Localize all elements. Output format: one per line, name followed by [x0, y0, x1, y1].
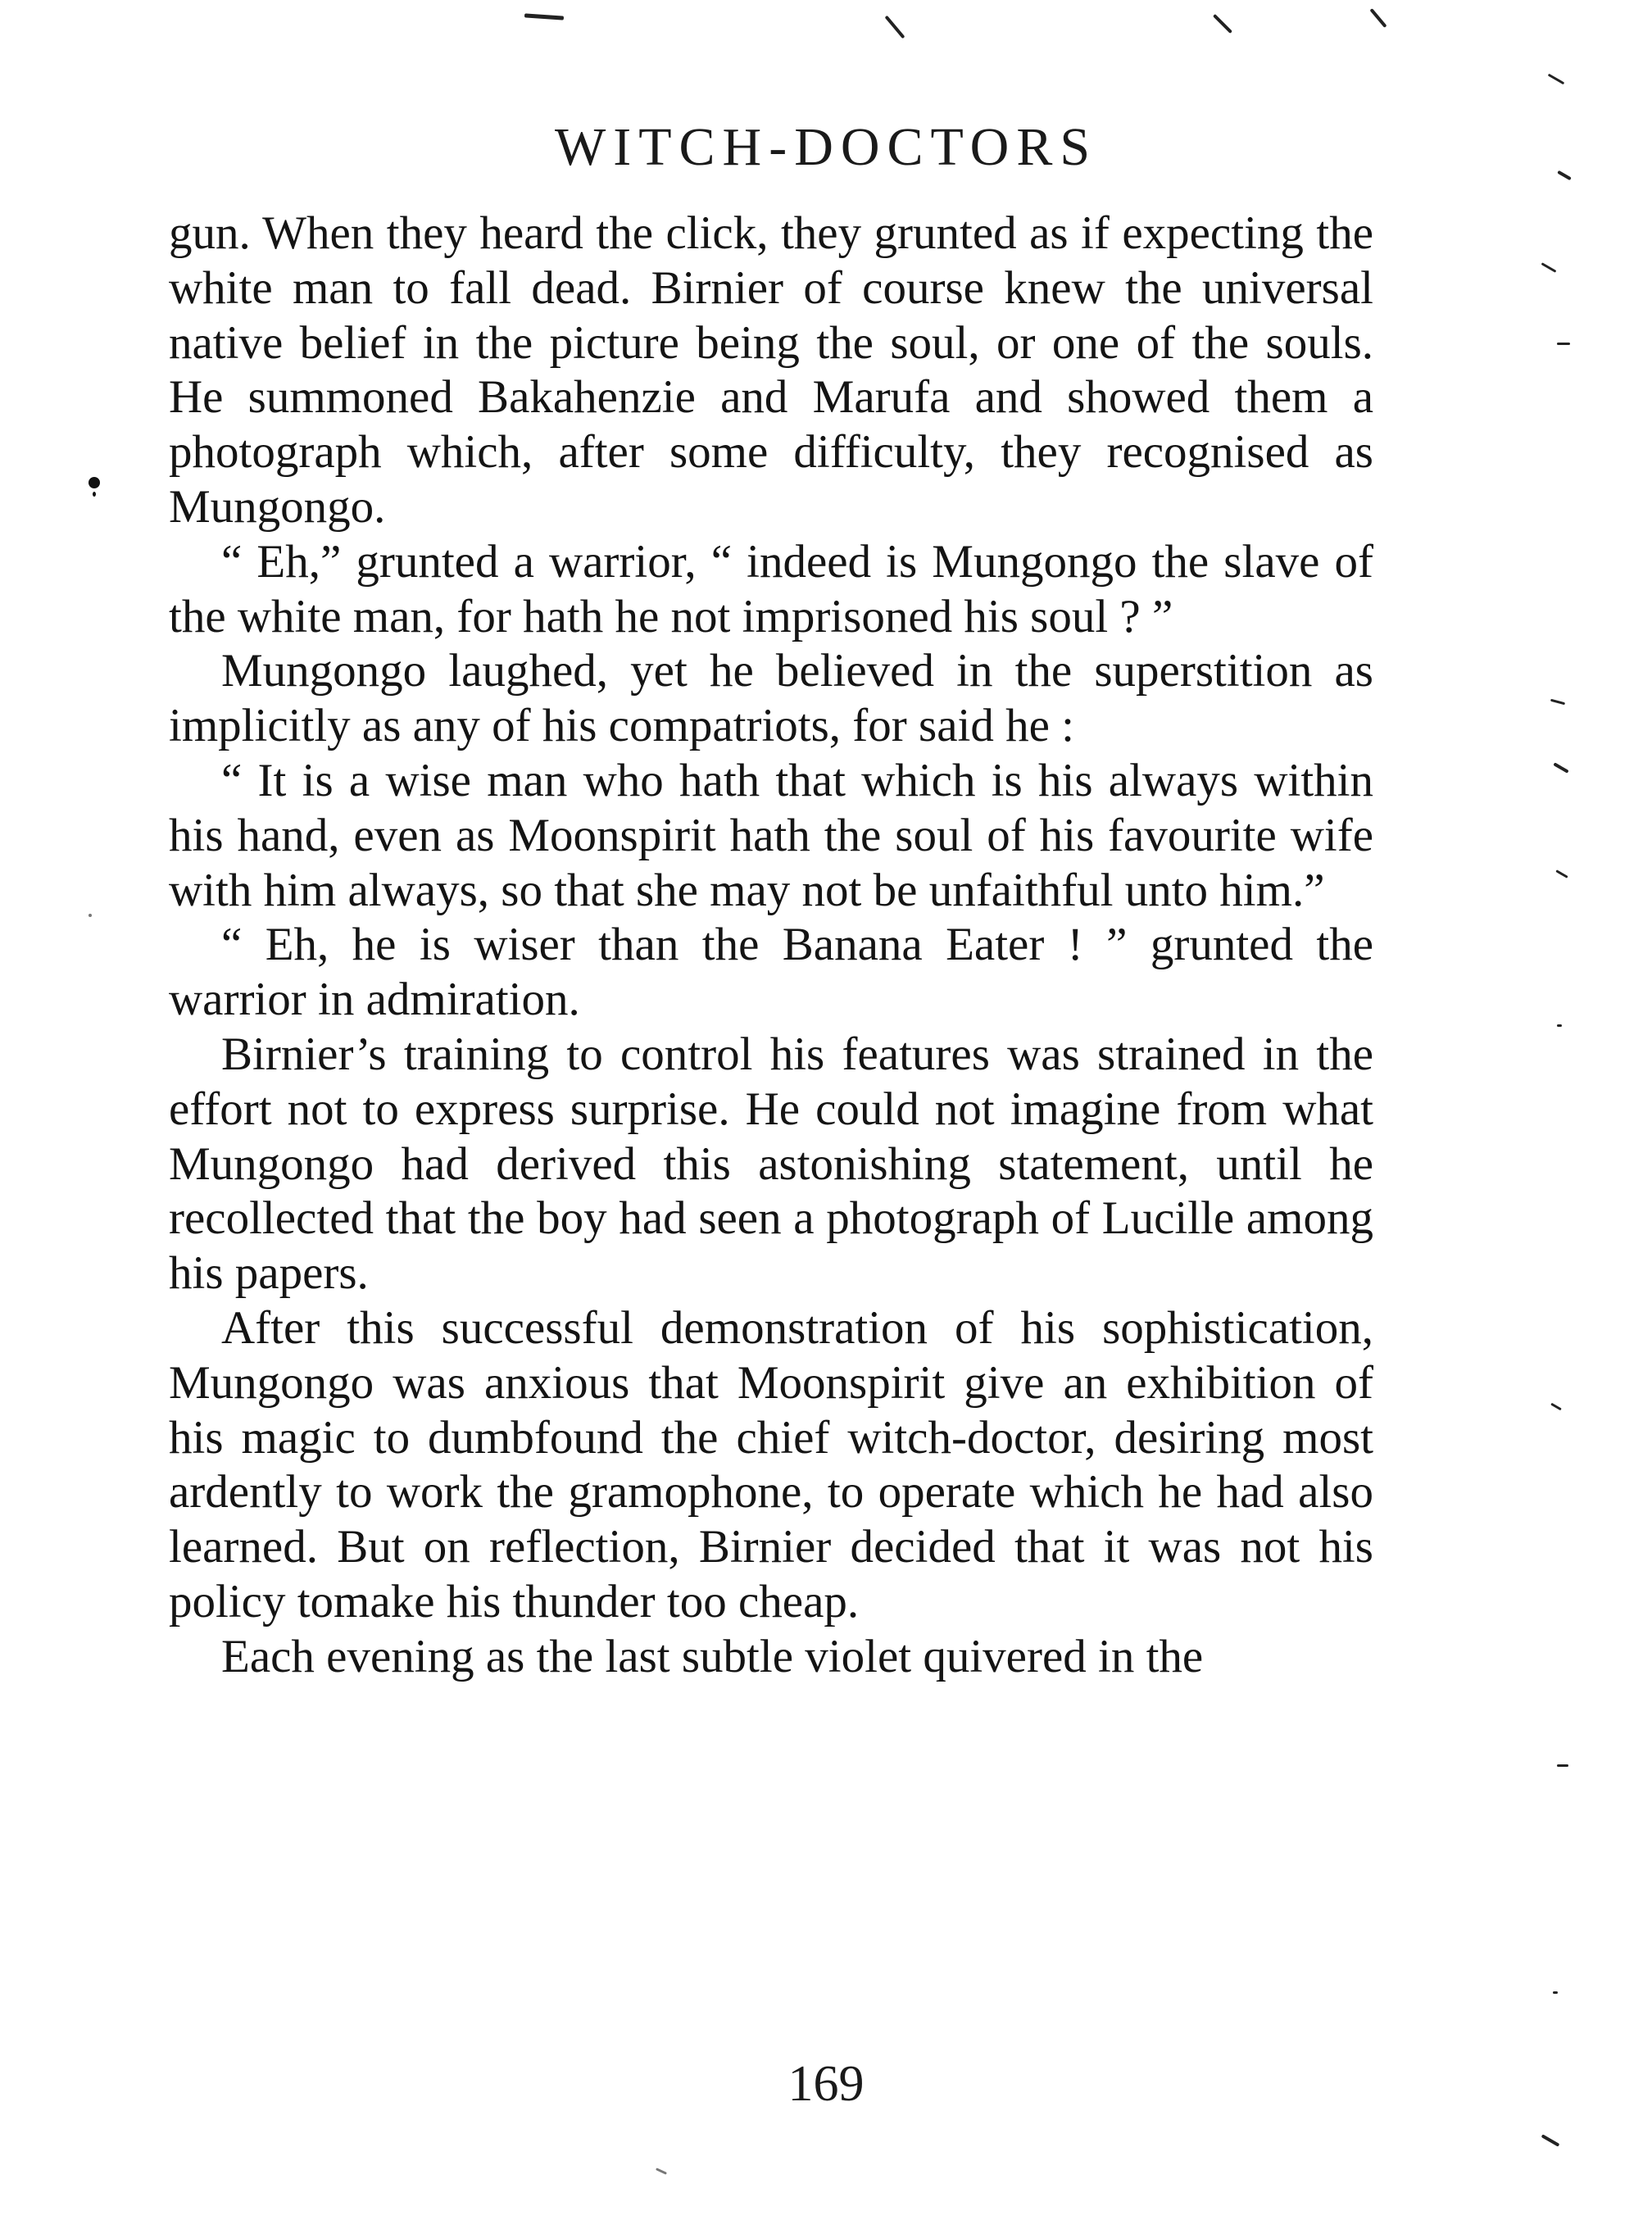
scan-mark: [1213, 14, 1232, 34]
ink-speck: [93, 492, 96, 497]
paragraph: “ Eh, he is wiser than the Banana Eater ! ” grunted the warrior in admiration.: [169, 919, 1373, 1026]
paragraph: After this successful demonstration of his sophistication, Mungongo was anxious that Moonspirit give an exhibition of his magic to dumbfound the chief witch-doctor, desiring most ardently to work the gramophone, to operate which he had also learned. But on reflection, Birnier decided that it was not his policy tomake his thunder too cheap.: [169, 1301, 1373, 1627]
paragraph: Mungongo laughed, yet he believed in the superstition as implicitly as any of his compatriots, for said he :: [169, 645, 1373, 752]
ink-speck: [88, 477, 100, 488]
scan-mark: [1550, 699, 1565, 706]
scan-mark: [1553, 1991, 1558, 1994]
scan-mark: [1553, 762, 1568, 773]
ink-speck: [88, 914, 92, 917]
paragraph: gun. When they heard the click, they grunted as if expecting the white man to fall dead. Birnier of course knew the universal native belief in the picture being the soul, or one of the souls. He summoned Bakahenzie and Marufa and showed them a photograph which, after some difficulty, they recognised as Mungongo.: [169, 207, 1373, 533]
scan-mark: [1541, 2134, 1560, 2146]
scan-mark: [656, 2168, 667, 2175]
scan-mark: [524, 13, 564, 20]
scan-mark: [885, 16, 905, 39]
body-text: [169, 207, 1373, 1685]
running-head: WITCH-DOCTORS: [554, 117, 1098, 177]
paragraph: “ It is a wise man who hath that which is his always within his hand, even as Moonspirit hath the soul of his favourite wife with him always, so that she may not be unfaithful unto him.”: [169, 754, 1373, 916]
page-number: 169: [787, 2056, 865, 2112]
scan-mark: [1557, 1764, 1568, 1767]
scan-mark: [1557, 343, 1570, 345]
paragraph: “ Eh,” grunted a warrior, “ indeed is Mungongo the slave of the white man, for hath he not imprisoned his soul ? ”: [169, 535, 1373, 642]
scan-mark: [1541, 262, 1557, 273]
paragraph: Each evening as the last subtle violet quivered in the: [221, 1630, 1204, 1682]
scan-mark: [1369, 8, 1386, 28]
scan-mark: [1548, 74, 1565, 85]
scan-mark: [1557, 1024, 1562, 1027]
scan-mark: [1550, 1403, 1562, 1411]
paragraph: Birnier’s training to control his features was strained in the effort not to express surprise. He could not imagine from what Mungongo had derived this astonishing statement, until he recollected that the boy had seen a photograph of Lucille among his papers.: [169, 1028, 1373, 1300]
scan-mark: [1555, 869, 1568, 878]
